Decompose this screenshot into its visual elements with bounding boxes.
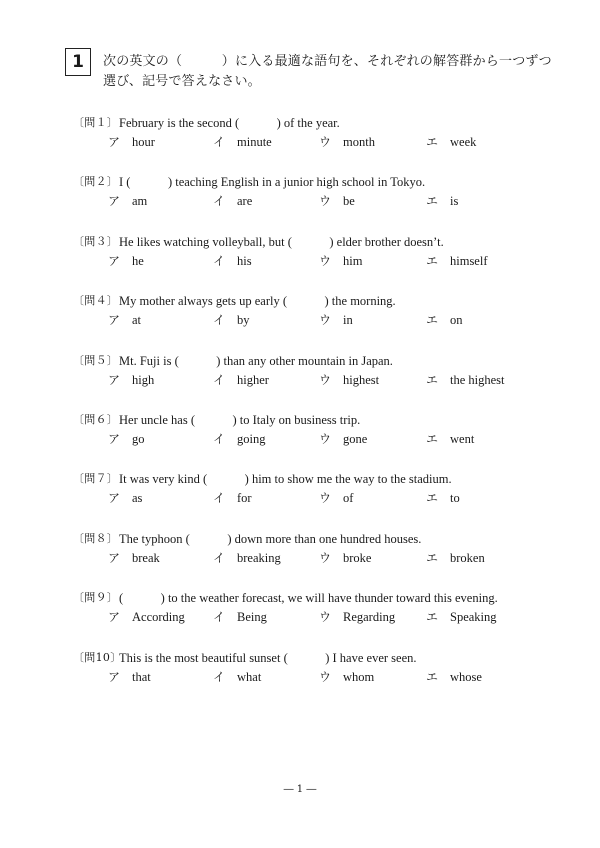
choice-label: ウ — [319, 253, 332, 268]
answer-choice — [213, 668, 261, 685]
answer-choice — [426, 252, 488, 269]
choice-text: Speaking — [450, 610, 497, 625]
answer-choice — [108, 311, 141, 328]
answer-choice — [108, 371, 154, 388]
answer-choice — [213, 430, 265, 447]
choice-text: to — [450, 491, 460, 506]
instructions-text: 次の英文の（ ）に入る最適な語句を、それぞれの解答群から一つずつ選び、記号で答えなさい。 — [103, 54, 552, 89]
choice-text: himself — [450, 253, 488, 268]
question-item — [73, 291, 573, 350]
question-text: February is the second ( ) of the year. — [119, 116, 340, 130]
answer-choice — [426, 489, 460, 506]
choice-label: イ — [213, 194, 226, 209]
choice-label: イ — [213, 550, 226, 565]
choice-text: that — [132, 669, 151, 684]
answer-choice — [319, 133, 375, 150]
question-item — [73, 351, 573, 410]
answer-choice — [108, 549, 160, 566]
choice-text: go — [132, 431, 145, 446]
answer-choice — [426, 133, 476, 150]
answer-choice — [213, 549, 281, 566]
choice-text: the highest — [450, 372, 505, 387]
answer-choice — [426, 549, 485, 566]
answer-choice — [426, 311, 463, 328]
choice-text: highest — [343, 372, 380, 387]
choice-label: ア — [108, 194, 121, 209]
choice-label: ア — [108, 135, 121, 149]
answer-choice — [319, 549, 371, 566]
answer-choice — [213, 489, 252, 506]
question-number: 〔問５〕 — [73, 353, 119, 367]
answer-choice — [213, 608, 267, 625]
question-list — [73, 113, 573, 707]
answer-choices — [108, 192, 568, 212]
choice-text: are — [237, 194, 253, 209]
answer-choice — [426, 668, 482, 685]
choice-label: イ — [213, 491, 226, 506]
answer-choice — [426, 192, 458, 209]
question-number: 〔問９〕 — [73, 591, 119, 605]
answer-choice — [213, 311, 250, 328]
question-item — [73, 232, 573, 291]
question-item — [73, 588, 573, 647]
choice-label: エ — [426, 550, 439, 565]
answer-choice — [319, 311, 353, 328]
choice-text: at — [132, 313, 142, 328]
choice-text: hour — [132, 135, 155, 149]
question-item — [73, 648, 573, 707]
choice-label: ウ — [319, 610, 332, 625]
choice-label: エ — [426, 610, 439, 625]
question-number: 〔問２〕 — [73, 175, 119, 189]
choice-text: whose — [450, 669, 482, 684]
choice-text: on — [450, 313, 463, 328]
choice-text: is — [450, 194, 459, 209]
answer-choice — [319, 430, 367, 447]
choice-text: broke — [343, 550, 372, 565]
choice-text: week — [450, 135, 477, 149]
question-text: I ( ) teaching English in a junior high school in Tokyo. — [119, 175, 426, 190]
answer-choice — [213, 192, 252, 209]
choice-text: be — [343, 194, 355, 209]
choice-text: his — [237, 253, 252, 268]
question-text: He likes watching volleyball, but ( ) elder brother doesn’t. — [119, 234, 444, 249]
answer-choices — [108, 489, 568, 509]
choice-label: ア — [108, 610, 121, 625]
page-number: ― 1 ― — [283, 784, 317, 795]
choice-label: エ — [426, 194, 439, 209]
choice-text: break — [132, 550, 160, 565]
answer-choices — [108, 311, 568, 331]
answer-choices — [108, 608, 568, 628]
answer-choice — [319, 192, 355, 209]
choice-text: higher — [237, 372, 269, 387]
choice-label: ア — [108, 669, 121, 684]
question-text: This is the most beautiful sunset ( ) I have ever seen. — [119, 650, 417, 665]
choice-text: what — [237, 669, 262, 684]
choice-label: ア — [108, 313, 121, 328]
answer-choice — [319, 608, 395, 625]
choice-label: ウ — [319, 313, 332, 328]
answer-choice — [108, 192, 147, 209]
choice-text: by — [237, 313, 250, 328]
choice-label: ア — [108, 253, 121, 268]
question-text: My mother always gets up early ( ) the morning. — [119, 294, 396, 309]
answer-choice — [108, 608, 185, 625]
choice-label: エ — [426, 491, 439, 506]
answer-choice — [213, 371, 269, 388]
choice-text: of — [343, 491, 354, 506]
question-number: 〔問１〕 — [73, 116, 119, 129]
answer-choices — [108, 668, 568, 688]
answer-choice — [319, 668, 374, 685]
choice-label: イ — [213, 313, 226, 328]
choice-text: Regarding — [343, 610, 396, 625]
question-text: The typhoon ( ) down more than one hundred houses. — [119, 531, 422, 546]
question-number: 〔問７〕 — [73, 472, 119, 486]
choice-label: ウ — [319, 491, 332, 506]
choice-label: ウ — [319, 372, 332, 387]
answer-choice — [319, 489, 353, 506]
choice-text: broken — [450, 550, 485, 565]
choice-label: エ — [426, 372, 439, 387]
choice-label: ウ — [319, 550, 332, 565]
choice-text: month — [343, 135, 375, 149]
choice-label: エ — [426, 431, 439, 446]
section-number-box — [65, 48, 91, 76]
choice-text: he — [132, 253, 144, 268]
choice-label: イ — [213, 431, 226, 446]
question-text: It was very kind ( ) him to show me the way to the stadium. — [119, 472, 452, 487]
question-number: 〔問10〕 — [73, 650, 122, 664]
choice-label: エ — [426, 253, 439, 268]
choice-text: for — [237, 491, 252, 506]
choice-text: going — [237, 431, 266, 446]
choice-label: ウ — [319, 194, 332, 209]
choice-text: in — [343, 313, 353, 328]
answer-choices — [108, 549, 568, 569]
question-item — [73, 529, 573, 588]
choice-label: ア — [108, 431, 121, 446]
choice-label: エ — [426, 313, 439, 328]
choice-label: エ — [426, 135, 439, 149]
choice-label: ウ — [319, 135, 332, 149]
question-number: 〔問８〕 — [73, 531, 119, 545]
choice-label: イ — [213, 135, 226, 149]
choice-label: ウ — [319, 431, 332, 446]
answer-choice — [426, 371, 505, 388]
answer-choice — [319, 252, 362, 269]
choice-text: went — [450, 431, 475, 446]
answer-choices — [108, 371, 568, 391]
choice-label: イ — [213, 372, 226, 387]
question-number: 〔問３〕 — [73, 234, 119, 248]
choice-label: ウ — [319, 669, 332, 684]
question-text: Mt. Fuji is ( ) than any other mountain in Japan. — [119, 353, 393, 368]
answer-choices — [108, 430, 568, 450]
answer-choice — [319, 371, 379, 388]
choice-label: イ — [213, 610, 226, 625]
question-item — [73, 172, 573, 231]
answer-choice — [108, 668, 151, 685]
choice-text: gone — [343, 431, 368, 446]
choice-label: ア — [108, 372, 121, 387]
choice-label: ア — [108, 550, 121, 565]
question-item — [73, 469, 573, 528]
answer-choice — [108, 489, 142, 506]
answer-choice — [426, 430, 474, 447]
choice-label: イ — [213, 669, 226, 684]
choice-text: high — [132, 372, 155, 387]
choice-label: エ — [426, 669, 439, 684]
answer-choice — [426, 608, 497, 625]
choice-label: ア — [108, 491, 121, 506]
choice-text: minute — [237, 135, 272, 149]
section-number: 1 — [72, 52, 84, 72]
answer-choice — [213, 252, 252, 269]
choice-label: イ — [213, 253, 226, 268]
question-item — [73, 410, 573, 469]
answer-choices — [108, 252, 568, 272]
choice-text: whom — [343, 669, 375, 684]
answer-choice — [108, 252, 144, 269]
answer-choice — [108, 430, 145, 447]
choice-text: him — [343, 253, 363, 268]
answer-choice — [108, 133, 155, 150]
question-number: 〔問６〕 — [73, 412, 119, 426]
answer-choices — [108, 133, 568, 153]
question-item — [73, 113, 573, 172]
choice-text: am — [132, 194, 148, 209]
question-text: ( ) to the weather forecast, we will have thunder toward this evening. — [119, 591, 498, 606]
answer-choice — [213, 133, 272, 150]
choice-text: as — [132, 491, 143, 506]
question-text: Her uncle has ( ) to Italy on business trip. — [119, 412, 361, 427]
choice-text: breaking — [237, 550, 281, 565]
choice-text: According — [132, 610, 185, 625]
question-number: 〔問４〕 — [73, 294, 119, 308]
choice-text: Being — [237, 610, 267, 625]
